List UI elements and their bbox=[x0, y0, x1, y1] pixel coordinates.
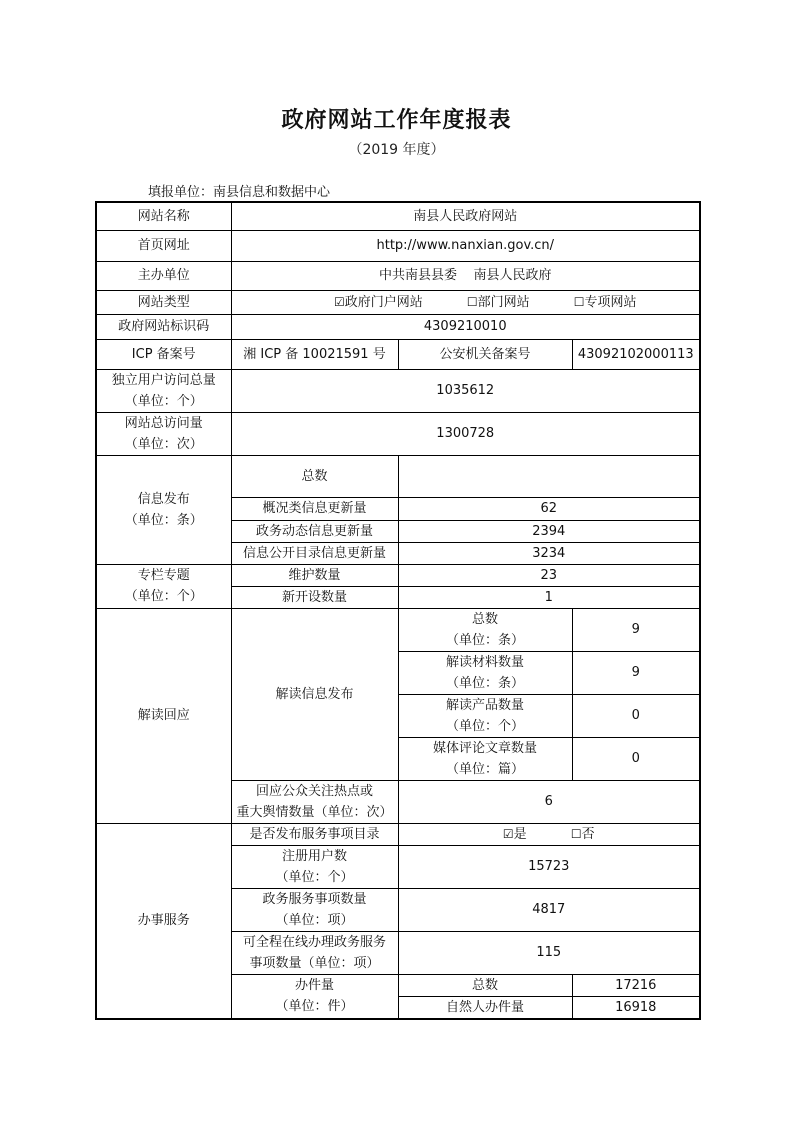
info-publish-label: 信息发布 （单位：条） bbox=[96, 455, 231, 564]
row-icp bbox=[96, 339, 700, 369]
volume-natural-label: 自然人办件量 bbox=[398, 996, 572, 1019]
report-year: （2019 年度） bbox=[348, 142, 445, 158]
row-site-name bbox=[96, 202, 700, 230]
host-unit-label: 主办单位 bbox=[96, 261, 231, 290]
info-disclosure-label: 信息公开目录信息更新量 bbox=[231, 542, 398, 564]
info-disclosure-value: 3234 bbox=[398, 542, 700, 564]
interp-total-value: 9 bbox=[572, 608, 700, 651]
filing-unit: 填报单位：南县信息和数据中心 bbox=[148, 185, 331, 200]
columns-label: 专栏专题 （单位：个） bbox=[96, 564, 231, 608]
volume-label: 办件量 （单位：件） bbox=[231, 974, 398, 1019]
catalog-yes-label: 是 bbox=[513, 826, 527, 842]
site-type-option-portal bbox=[334, 292, 423, 313]
service-items-label: 政务服务事项数量 （单位：项） bbox=[231, 888, 398, 931]
info-news-label: 政务动态信息更新量 bbox=[231, 520, 398, 542]
unchecked-box-icon: ☐ bbox=[573, 294, 585, 309]
columns-new-label: 新开设数量 bbox=[231, 586, 398, 608]
info-total-value bbox=[398, 455, 700, 497]
checked-box-icon: ☑ bbox=[333, 294, 345, 309]
site-type-special-label: 专项网站 bbox=[584, 294, 637, 310]
row-info-total bbox=[96, 455, 700, 497]
interp-media-label: 媒体评论文章数量 （单位：篇） bbox=[398, 737, 572, 780]
online-items-value: 115 bbox=[398, 931, 700, 974]
online-items-label: 可全程在线办理政务服务 事项数量（单位：项） bbox=[231, 931, 398, 974]
site-type-option-special bbox=[574, 292, 637, 313]
catalog-no-label: 否 bbox=[581, 826, 595, 842]
site-code-value: 4309210010 bbox=[231, 314, 700, 339]
info-total-label: 总数 bbox=[231, 455, 398, 497]
interp-materials-value: 9 bbox=[572, 651, 700, 694]
site-code-label: 政府网站标识码 bbox=[96, 314, 231, 339]
interpretation-label: 解读回应 bbox=[96, 608, 231, 823]
interp-total-label: 总数 （单位：条） bbox=[398, 608, 572, 651]
report-title: 政府网站工作年度报表 bbox=[281, 108, 512, 133]
registered-users-value: 15723 bbox=[398, 845, 700, 888]
total-visits-label: 网站总访问量 （单位：次） bbox=[96, 412, 231, 455]
catalog-yes bbox=[503, 824, 527, 845]
registered-users-label: 注册用户数 （单位：个） bbox=[231, 845, 398, 888]
catalog-no bbox=[571, 827, 595, 842]
interp-products-value: 0 bbox=[572, 694, 700, 737]
interp-products-label: 解读产品数量 （单位：个） bbox=[398, 694, 572, 737]
icp-label: ICP 备案号 bbox=[96, 339, 231, 369]
unchecked-box-icon: ☐ bbox=[570, 826, 582, 841]
site-name-label: 网站名称 bbox=[96, 202, 231, 230]
report-table bbox=[95, 201, 701, 1020]
row-total-visits bbox=[96, 412, 700, 455]
unique-visitors-value: 1035612 bbox=[231, 369, 700, 412]
site-type-option-dept bbox=[467, 292, 530, 313]
icp-value: 湘 ICP 备 10021591 号 bbox=[231, 339, 398, 369]
police-record-label: 公安机关备案号 bbox=[398, 339, 572, 369]
home-url-label: 首页网址 bbox=[96, 230, 231, 261]
interpretation-sub-label: 解读信息发布 bbox=[231, 608, 398, 780]
site-type-dept-label: 部门网站 bbox=[477, 294, 530, 310]
row-interp-total bbox=[96, 608, 700, 651]
unique-visitors-label: 独立用户访问总量 （单位：个） bbox=[96, 369, 231, 412]
row-host-unit bbox=[96, 261, 700, 290]
total-visits-value: 1300728 bbox=[231, 412, 700, 455]
info-overview-label: 概况类信息更新量 bbox=[231, 497, 398, 520]
row-unique-visitors bbox=[96, 369, 700, 412]
row-service-catalog bbox=[96, 823, 700, 845]
info-overview-value: 62 bbox=[398, 497, 700, 520]
interp-response-label: 回应公众关注热点或 重大舆情数量（单位：次） bbox=[231, 780, 398, 823]
row-site-code bbox=[96, 314, 700, 339]
volume-natural-value: 16918 bbox=[572, 996, 700, 1019]
site-type-options bbox=[231, 290, 700, 314]
service-catalog-label: 是否发布服务事项目录 bbox=[231, 823, 398, 845]
home-url-value: http://www.nanxian.gov.cn/ bbox=[231, 230, 700, 261]
volume-total-label: 总数 bbox=[398, 974, 572, 996]
host-unit-value: 中共南县县委 南县人民政府 bbox=[231, 261, 700, 290]
services-label: 办事服务 bbox=[96, 823, 231, 1019]
row-site-type bbox=[96, 290, 700, 314]
row-columns-maintained bbox=[96, 564, 700, 586]
interp-media-value: 0 bbox=[572, 737, 700, 780]
checked-box-icon: ☑ bbox=[502, 826, 514, 841]
site-type-portal-label: 政府门户网站 bbox=[344, 294, 423, 310]
service-catalog-options bbox=[398, 823, 700, 845]
columns-maintained-label: 维护数量 bbox=[231, 564, 398, 586]
interp-materials-label: 解读材料数量 （单位：条） bbox=[398, 651, 572, 694]
unchecked-box-icon: ☐ bbox=[466, 294, 478, 309]
row-home-url bbox=[96, 230, 700, 261]
volume-total-value: 17216 bbox=[572, 974, 700, 996]
interp-response-value: 6 bbox=[398, 780, 700, 823]
police-record-value: 43092102000113 bbox=[572, 339, 700, 369]
site-type-label: 网站类型 bbox=[96, 290, 231, 314]
site-name-value: 南县人民政府网站 bbox=[231, 202, 700, 230]
service-items-value: 4817 bbox=[398, 888, 700, 931]
columns-maintained-value: 23 bbox=[398, 564, 700, 586]
info-news-value: 2394 bbox=[398, 520, 700, 542]
columns-new-value: 1 bbox=[398, 586, 700, 608]
